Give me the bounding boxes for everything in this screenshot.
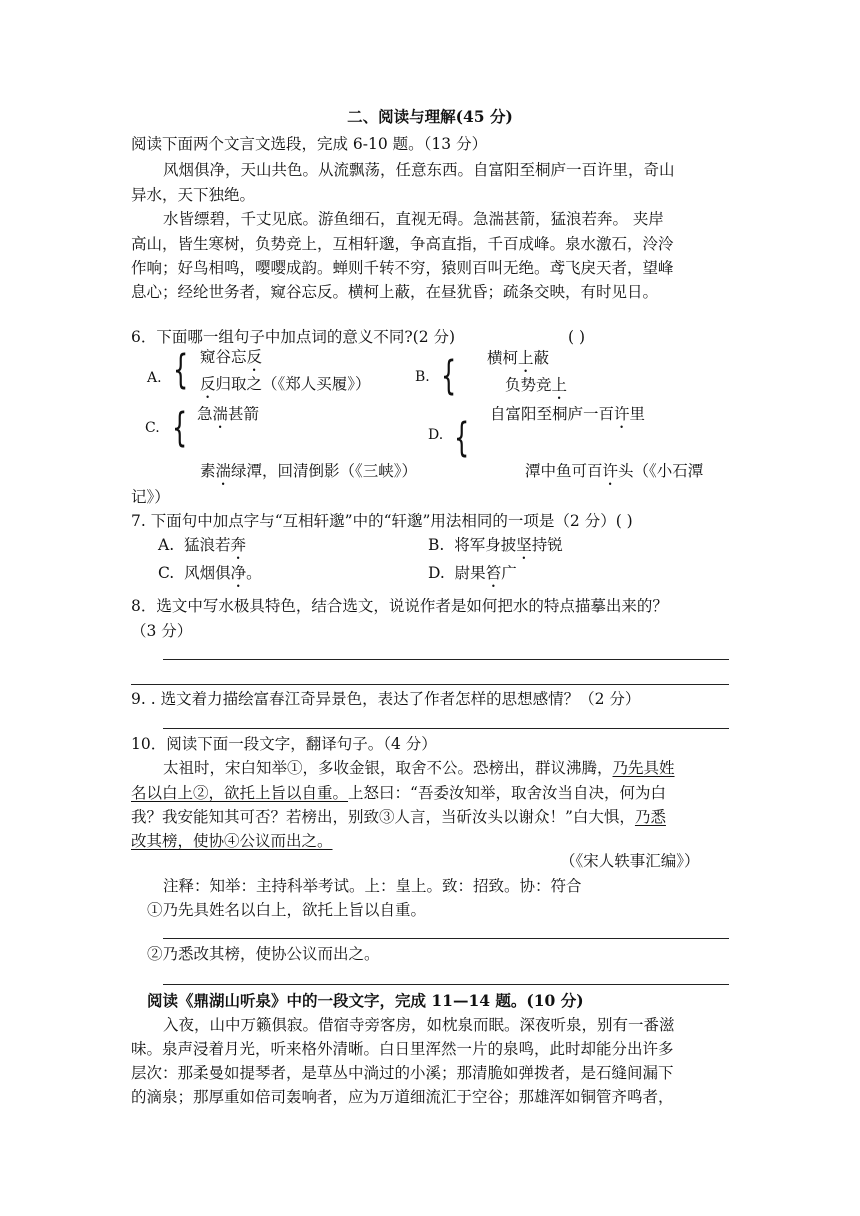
part2-passage-line: 层次：那柔曼如提琴者，是草丛中淌过的小溪；那清脆如弹拨者，是石缝间漏下 [131,1064,674,1082]
q6-option-b-line2: 负势竞上 [505,376,568,394]
part2-intro: 阅读《鼎湖山听泉》中的一段文字，完成 11—14 题。(10 分) [147,991,584,1010]
q6-option-a-label: A. [147,370,162,386]
q10-source: （《宋人轶事汇编》） [560,852,700,870]
q6-option-a-line2: 反归取之（《郑人买履》） [200,375,371,393]
underlined-sentence: 改其榜，使协④公议而出之。 [131,832,333,850]
emphasis-dot-char: 许 [602,462,619,480]
q8-stem-line1: 8．选文中写水极具特色，结合选文，说说作者是如何把水的特点描摹出来的？ [131,597,668,615]
emphasis-dot-char: 许 [614,405,630,423]
q6-option-b-line1: 横柯上蔽 [487,349,550,367]
brace-icon: { [441,353,457,399]
q6-option-a-line1: 窥谷忘反 [200,348,263,366]
passage1-line: 息心；经纶世务者，窥谷忘反。横柯上蔽，在昼犹昏；疏条交映，有时见日。 [131,283,659,301]
brace-icon: { [173,347,189,393]
q10-notes: 注释：知举：主持科举考试。上：皇上。致：招致。协：符合 [163,877,582,895]
q6-option-b-label: B. [415,369,430,385]
emphasis-dot-char: 湍 [212,405,229,423]
passage1-line: 作响；好鸟相鸣，嘤嘤成韵。蝉则千转不穷，猿则百叫无绝。鸢飞戾天者，望峰 [131,259,674,277]
q6-stem: 6．下面哪一组句子中加点词的意义不同?(2 分) [131,328,456,346]
q10-translate-2: ②乃悉改其榜，使协公议而出之。 [147,945,380,963]
q10-passage-line: 我？我安能知其可否？若榜出，别致③人言，当斫汝头以谢众！”白大惧，乃悉 [131,808,666,826]
emphasis-dot-char: 奔 [230,536,247,554]
emphasis-dot-char: 净 [230,564,247,582]
emphasis-dot-char: 上 [518,349,534,367]
part2-passage-line: 入夜，山中万籁俱寂。借宿寺旁客房，如枕泉而眠。深夜听泉，别有一番滋 [163,1016,675,1034]
passage1-line: 水皆缥碧，千丈见底。游鱼细石，直视无碍。急湍甚箭，猛浪若奔。 夹岸 [163,210,664,228]
answer-line[interactable] [163,659,729,660]
q7-option-d: D. 尉果笞广 [428,564,517,582]
brace-icon: { [454,415,470,461]
q7-stem: 7. 下面句中加点字与“互相轩邈”中的“轩邈”用法相同的一项是（2 分）( ) [131,512,633,530]
emphasis-dot-char: 湍 [215,462,232,480]
passage1-line: 异水，天下独绝。 [131,186,256,204]
brace-icon: { [172,405,188,451]
q6-answer-paren: ( ) [568,328,586,346]
answer-line[interactable] [163,938,729,939]
passage1-line: 高山，皆生寒树，负势竞上，互相轩邈，争高直指，千百成峰。泉水激石，泠泠 [131,235,674,253]
emphasis-dot-char: 反 [246,348,263,366]
q6-option-d-line2-cont: 记》） [131,488,170,506]
part2-passage-line: 味。泉声浸着月光，听来格外清晰。白日里浑然一片的泉鸣，此时却能分出许多 [131,1040,674,1058]
underlined-sentence: 乃悉 [634,808,666,826]
q8-stem-line2: （3 分） [131,622,193,640]
q6-option-c-line1: 急湍甚箭 [197,405,260,423]
q6-option-c-label: C. [145,420,160,436]
q10-passage-line: 太祖时，宋白知举①，多收金银，取舍不公。恐榜出，群议沸腾，乃先具姓 [163,759,675,777]
answer-line[interactable] [163,984,729,985]
emphasis-dot-char: 上 [551,376,568,394]
q6-option-d-line2: 潭中鱼可百许头（《小石潭 [525,462,704,480]
q10-translate-1: ①乃先具姓名以白上，欲托上旨以自重。 [147,901,427,919]
q10-passage-line [131,830,333,852]
q7-option-c: C. 风烟俱净。 [158,564,262,582]
section-title: 二、阅读与理解(45 分) [347,107,513,126]
q10-passage-line: 名以白上②，欲托上旨以自重。上怒曰：“吾委汝知举，取舍汝当自决，何为白 [131,784,666,802]
passage1-line: 风烟俱净，天山共色。从流飘荡，任意东西。自富阳至桐庐一百许里，奇山 [163,161,675,179]
answer-line[interactable] [131,684,729,685]
q10-stem: 10．阅读下面一段文字，翻译句子。（4 分） [131,735,437,753]
emphasis-dot-char: 坚 [516,536,532,554]
part2-passage-line: 的滴泉；那厚重如倍司轰响者，应为万道细流汇于空谷；那雄浑如铜管齐鸣者， [131,1088,674,1106]
emphasis-dot-char: 反 [200,375,216,393]
q6-option-d-label: D. [428,427,444,443]
q7-option-b: B. 将军身披坚持锐 [428,536,563,554]
underlined-sentence: 名以白上②，欲托上旨以自重。 [131,784,349,802]
q6-option-d-line1: 自富阳至桐庐一百许里 [490,405,646,423]
answer-line[interactable] [163,728,729,729]
q9-stem: 9. . 选文着力描绘富春江奇异景色，表达了作者怎样的思想感情？（2 分） [131,690,641,708]
q7-option-a: A. 猛浪若奔 [158,536,247,554]
q6-option-c-line2: 素湍绿潭，回清倒影（《三峡》） [200,462,418,480]
section-intro: 阅读下面两个文言文选段，完成 6-10 题。（13 分） [131,135,488,153]
emphasis-dot-char: 笞 [485,564,502,582]
underlined-sentence: 乃先具姓 [612,759,675,777]
